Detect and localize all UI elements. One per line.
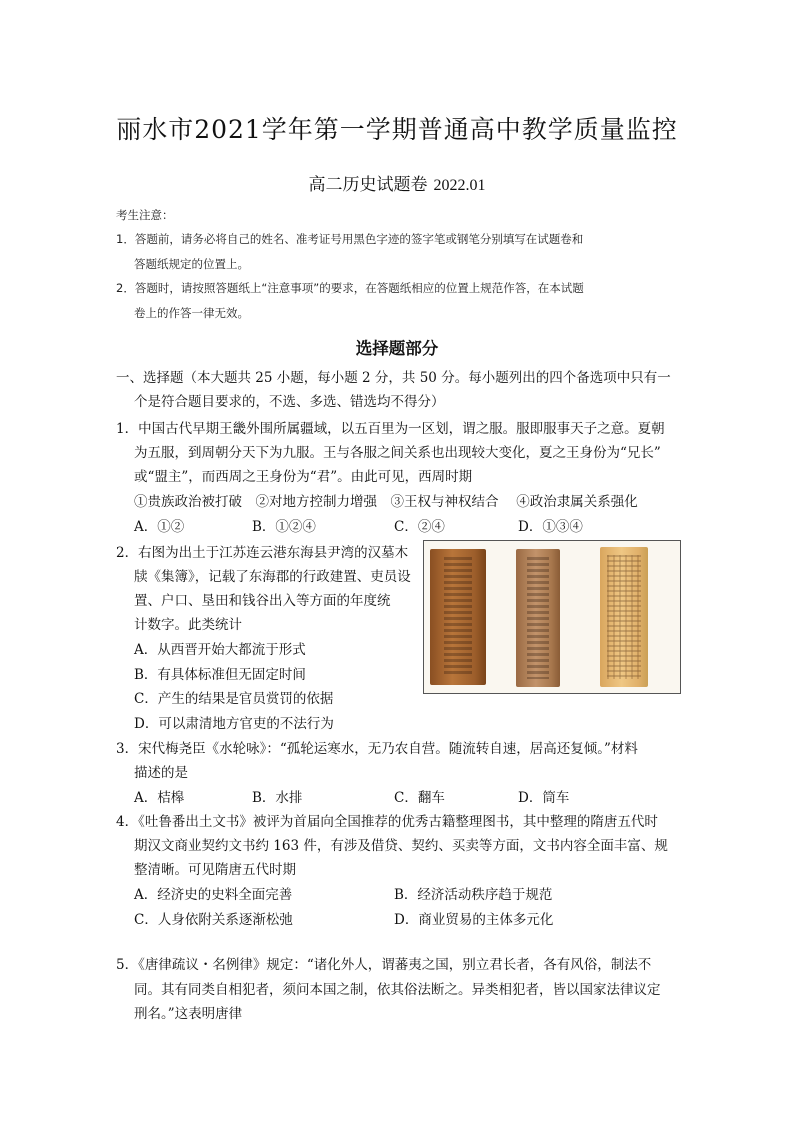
q1-option-a[interactable]: A．①② <box>134 519 185 535</box>
exam-title: 丽水市2021学年第一学期普通高中教学质量监控 <box>116 115 678 144</box>
q3-option-d[interactable]: D．筒车 <box>518 790 570 806</box>
q1-option-b[interactable]: B．①②④ <box>252 519 316 535</box>
q2-line-1: 2．右图为出土于江苏连云港东海县尹湾的汉墓木 <box>116 545 409 561</box>
q5-line-2: 同。其有同类自相犯者，须问本国之制，依其俗法断之。异类相犯者，皆以国家法律议定 <box>134 982 661 998</box>
q5-line-1: 5．《唐律疏议・名例律》规定：“诸化外人，谓蕃夷之国，别立君长者，各有风俗，制法不 <box>116 957 652 973</box>
q2-option-b[interactable]: B．有具体标准但无固定时间 <box>134 667 306 683</box>
q2-line-3: 置、户口、垦田和钱谷出入等方面的年度统 <box>134 593 391 609</box>
notice-line-3: 2．答题时，请按照答题纸上“注意事项”的要求，在答题纸相应的位置上规范作答，在本试题 <box>116 281 584 295</box>
q3-option-c[interactable]: C．翻车 <box>394 790 445 806</box>
q4-line-2: 期汉文商业契约文书约 163 件，有涉及借贷、契约、买卖等方面，文书内容全面丰富、规 <box>134 838 668 854</box>
subject-label: 高二历史试题卷 <box>308 175 428 195</box>
notice-line-4: 卷上的作答一律无效。 <box>134 306 249 320</box>
section-title: 选择题部分 <box>355 339 439 358</box>
q2-line-2: 牍《集簿》，记载了东海郡的行政建置、吏员设 <box>134 569 411 585</box>
q1-option-c[interactable]: C．②④ <box>394 519 445 535</box>
notice-heading: 考生注意： <box>116 208 174 222</box>
notice-line-2: 答题纸规定的位置上。 <box>134 257 249 271</box>
q2-option-c[interactable]: C．产生的结果是官员赏罚的依据 <box>134 691 334 707</box>
q1-items: ①贵族政治被打破 ②对地方控制力增强 ③王权与神权结合 ④政治隶属关系强化 <box>134 494 638 510</box>
wooden-slip-2 <box>516 549 560 687</box>
q1-line-1: 1．中国古代早期王畿外围所属疆域，以五百里为一区划，谓之服。服即服事天子之意。夏朝 <box>116 421 665 437</box>
q2-option-d[interactable]: D．可以肃清地方官吏的不法行为 <box>134 716 334 732</box>
q2-line-4: 计数字。此类统计 <box>134 617 242 633</box>
q3-line-2: 描述的是 <box>134 765 188 781</box>
section-instruction-2: 个是符合题目要求的，不选、多选、错选均不得分） <box>134 394 445 410</box>
q4-option-a[interactable]: A．经济史的史料全面完善 <box>134 887 293 903</box>
q5-line-3: 刑名。”这表明唐律 <box>134 1006 243 1022</box>
wooden-slip-3 <box>600 547 648 687</box>
q2-option-a[interactable]: A．从西晋开始大都流于形式 <box>134 642 306 658</box>
exam-subtitle <box>0 170 794 195</box>
q4-option-d[interactable]: D．商业贸易的主体多元化 <box>394 912 554 928</box>
section-instruction-1: 一、选择题（本大题共 25 小题，每小题 2 分，共 50 分。每小题列出的四个备选项中只有一 <box>116 370 671 386</box>
q1-option-d[interactable]: D．①③④ <box>518 519 583 535</box>
q4-line-3: 整清晰。可见隋唐五代时期 <box>134 862 296 878</box>
q1-line-2: 为五服，到周朝分天下为九服。王与各服之间关系也出现较大变化，夏之王身份为“兄长” <box>134 445 661 461</box>
q3-line-1: 3．宋代梅尧臣《水轮咏》：“孤轮运寒水，无乃农自营。随流转自速，居高还复倾。”材料 <box>116 741 638 757</box>
wooden-slips-figure <box>423 540 681 694</box>
q4-option-b[interactable]: B．经济活动秩序趋于规范 <box>394 887 553 903</box>
q1-line-3: 或“盟主”，而西周之王身份为“君”。由此可见，西周时期 <box>134 469 473 485</box>
notice-line-1: 1．答题前，请务必将自己的姓名、准考证号用黑色字迹的签字笔或钢笔分别填写在试题卷和 <box>116 232 584 246</box>
q4-line-1: 4．《吐鲁番出土文书》被评为首届向全国推荐的优秀古籍整理图书，其中整理的隋唐五代时 <box>116 814 658 830</box>
wooden-slip-1 <box>430 549 486 685</box>
q3-option-a[interactable]: A．桔槔 <box>134 790 185 806</box>
exam-date: 2022.01 <box>433 177 486 194</box>
q4-option-c[interactable]: C．人身依附关系逐渐松弛 <box>134 912 293 928</box>
q3-option-b[interactable]: B．水排 <box>252 790 303 806</box>
